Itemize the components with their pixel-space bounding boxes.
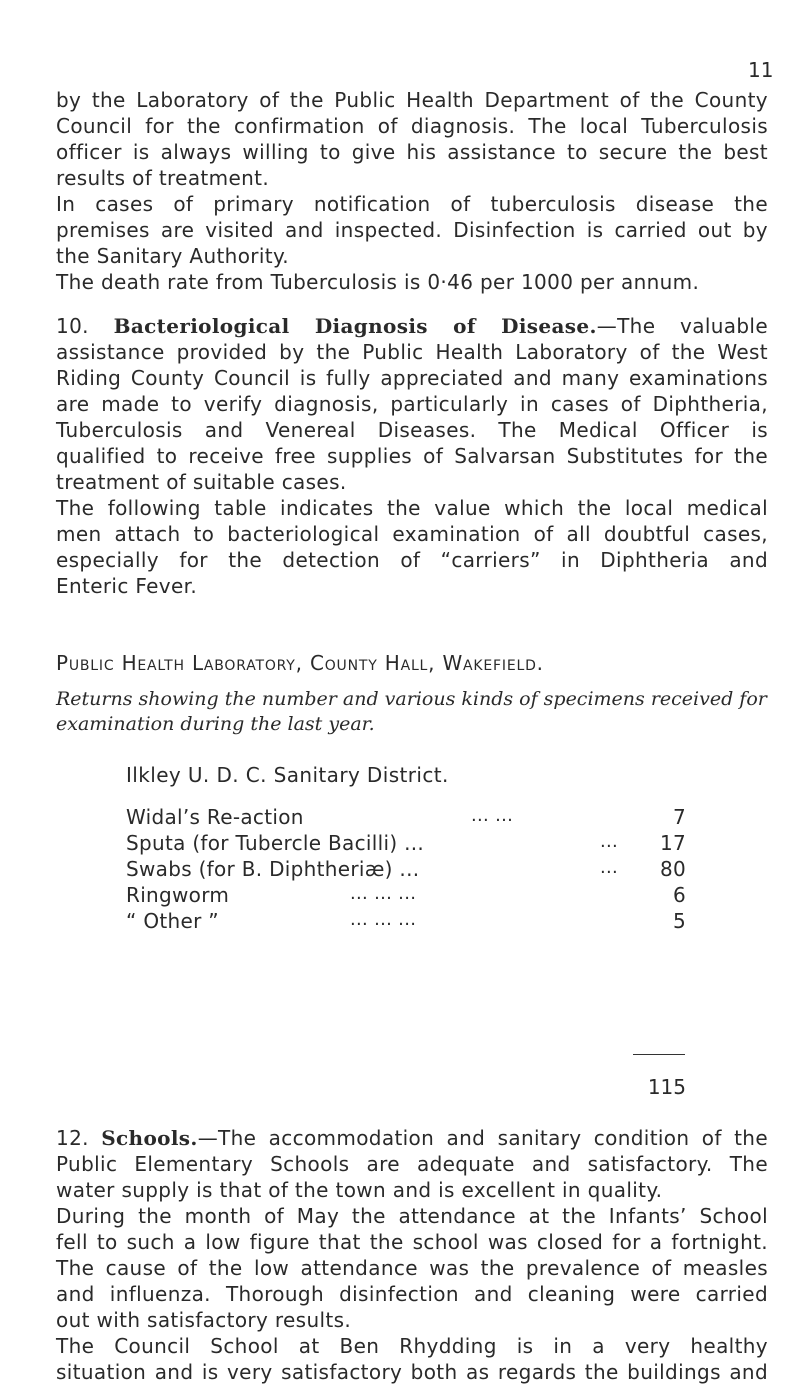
section-number: 10.: [56, 314, 89, 338]
text-line: Public Elementary Schools are adequate and satisfactory. The: [56, 1152, 768, 1176]
intro-paragraph: [56, 87, 768, 295]
text-line: assistance provided by the Public Health Laboratory of the West: [56, 340, 768, 364]
row-value: 6: [672, 883, 686, 907]
row-label: Sputa (for Tubercle Bacilli) ...: [126, 831, 425, 855]
text-line: are made to verify diagnosis, particularly in cases of Diphtheria,: [56, 392, 768, 416]
row-value: 80: [659, 857, 686, 881]
text-line: Council for the confirmation of diagnosis. The local Tuberculosis: [56, 114, 768, 138]
text-line: and influenza. Thorough disinfection and cleaning were carried: [56, 1282, 768, 1306]
table-row: [126, 883, 686, 909]
text-line: especially for the detection of “carriers” in Diphtheria and: [56, 548, 768, 572]
table-row: [126, 805, 686, 831]
laboratory-title: Public Health Laboratory, County Hall, Wakefield.: [56, 651, 544, 675]
text-line: men attach to bacteriological examination of all doubtful cases,: [56, 522, 768, 546]
text-line: water supply is that of the town and is excellent in quality.: [56, 1178, 663, 1202]
row-label: “ Other ”: [126, 909, 219, 933]
section-10-first-line: [56, 313, 768, 339]
text-line: by the Laboratory of the Public Health Department of the County: [56, 88, 768, 112]
returns-caption: [56, 687, 768, 737]
text-line: results of treatment.: [56, 166, 270, 190]
row-value: 5: [672, 909, 686, 933]
text-line: —The accommodation and sanitary condition of the: [197, 1126, 768, 1150]
table-total: 115: [647, 1075, 686, 1099]
text-line: Tuberculosis and Venereal Diseases. The Medical Officer is: [56, 418, 768, 442]
table-row: [126, 909, 686, 935]
text-line: In cases of primary notification of tuberculosis disease the: [56, 192, 768, 216]
section-heading: Schools.: [101, 1126, 198, 1150]
text-line: —The valuable: [596, 314, 768, 338]
text-line: out with satisfactory results.: [56, 1308, 352, 1332]
text-line: qualified to receive free supplies of Salvarsan Substitutes for the: [56, 444, 768, 468]
page-number: 11: [748, 58, 774, 82]
table-row: [126, 857, 686, 883]
row-value: 17: [659, 831, 686, 855]
text-line: Riding County Council is fully appreciated and many examinations: [56, 366, 768, 390]
row-label: Swabs (for B. Diphtheriæ) ...: [126, 857, 420, 881]
text-line: The Council School at Ben Rhydding is in a very healthy: [56, 1334, 768, 1358]
section-12-first-line: [56, 1125, 768, 1151]
text-line: During the month of May the attendance at the Infants’ School: [56, 1204, 768, 1228]
section-12-paragraph: [56, 1125, 768, 1385]
text-line: The following table indicates the value which the local medical: [56, 496, 768, 520]
row-dots: ...: [600, 857, 619, 878]
text-line: treatment of suitable cases.: [56, 470, 347, 494]
text-line: situation and is very satisfactory both as regards the buildings and: [56, 1360, 768, 1384]
text-line: premises are visited and inspected. Disinfection is carried out by: [56, 218, 768, 242]
text-line: officer is always willing to give his assistance to secure the best: [56, 140, 768, 164]
text-line: Returns showing the number and various kinds of specimens received for: [56, 688, 767, 710]
text-line: The cause of the low attendance was the prevalence of measles: [56, 1256, 768, 1280]
section-number: 12.: [56, 1126, 89, 1150]
row-value: 7: [672, 805, 686, 829]
total-rule: [633, 1054, 685, 1055]
text-line: examination during the last year.: [56, 713, 375, 735]
row-dots: ... ...: [471, 805, 514, 826]
section-heading: Bacteriological Diagnosis of Disease.: [113, 314, 597, 338]
text-line: The death rate from Tuberculosis is 0·46 per 1000 per annum.: [56, 270, 700, 294]
district-heading: Ilkley U. D. C. Sanitary District.: [126, 763, 449, 787]
row-label: Ringworm: [126, 883, 230, 907]
text-line: the Sanitary Authority.: [56, 244, 290, 268]
row-label: Widal’s Re-action: [126, 805, 304, 829]
row-dots: ... ... ...: [350, 883, 417, 904]
section-10-paragraph: [56, 313, 768, 599]
row-dots: ... ... ...: [350, 909, 417, 930]
table-row: [126, 831, 686, 857]
row-dots: ...: [600, 831, 619, 852]
text-line: fell to such a low figure that the school was closed for a fortnight.: [56, 1230, 768, 1254]
text-line: Enteric Fever.: [56, 574, 198, 598]
